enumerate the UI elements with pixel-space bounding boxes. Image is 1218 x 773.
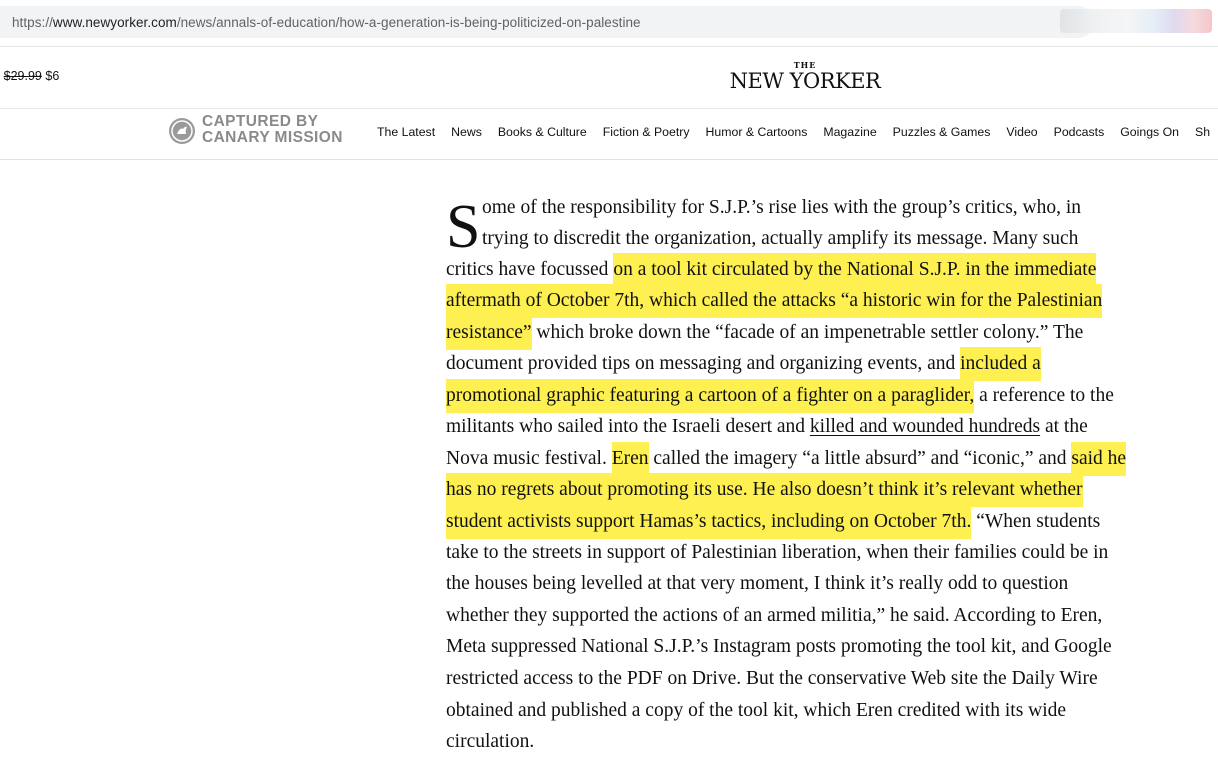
article-line-7	[446, 380, 1114, 412]
nav-item-shop[interactable]: Sh	[1195, 125, 1211, 139]
nav-item-fiction-poetry[interactable]: Fiction & Poetry	[602, 125, 690, 139]
url-text[interactable]	[12, 15, 641, 30]
site-header	[0, 46, 1218, 109]
promo-new-price: $6	[45, 69, 60, 83]
text-segment: document provided tips on messaging and organizing events, and	[446, 353, 961, 374]
article-line-3	[446, 254, 1096, 286]
article-line-5	[446, 317, 1083, 349]
logo-the: THE	[793, 60, 817, 70]
article-line-6	[446, 348, 1041, 380]
browser-toolbar	[0, 0, 1218, 46]
url-path: /news/annals-of-education/how-a-generation-is-being-politicized-on-palestine	[176, 15, 641, 30]
url-prefix: https://	[12, 15, 53, 30]
article-line-18: circulation.	[446, 731, 535, 752]
nav-item-video[interactable]: Video	[1006, 125, 1038, 139]
text-segment: militants who sailed into the Israeli desert and	[446, 416, 810, 437]
logo-main: NEW YORKER	[729, 69, 881, 93]
text-segment: a reference to the	[974, 385, 1114, 406]
article-line-9	[446, 443, 1126, 475]
nav-item-the-latest[interactable]: The Latest	[377, 125, 436, 139]
site-logo[interactable]	[730, 61, 881, 92]
highlighted-text: said he	[1071, 442, 1126, 476]
article-line-8	[446, 411, 1088, 443]
article-link-killed-and-wounded[interactable]: killed and wounded hundreds	[809, 416, 1041, 437]
nav-item-news[interactable]: News	[451, 125, 482, 139]
highlighted-text: aftermath of October 7th, which called the attacks “a historic win for the Palestinian	[446, 284, 1102, 318]
nav-item-humor-cartoons[interactable]: Humor & Cartoons	[705, 125, 808, 139]
watermark-line1: CAPTURED BY	[202, 113, 319, 130]
highlighted-text: promotional graphic featuring a cartoon of a fighter on a paraglider,	[446, 379, 974, 413]
nav-item-goings-on[interactable]: Goings On	[1120, 125, 1180, 139]
canary-bird-icon	[169, 118, 195, 144]
watermark-line2: CANARY MISSION	[202, 129, 343, 146]
nav-item-magazine[interactable]: Magazine	[823, 125, 877, 139]
highlighted-text: Eren	[612, 442, 649, 476]
promo-old-price: $29.99	[3, 69, 42, 83]
article-line-15: Meta suppressed National S.J.P.’s Instagram posts promoting the tool kit, and Google	[446, 636, 1112, 657]
article-line-11	[446, 506, 1100, 538]
article-line-10	[446, 474, 1083, 506]
highlighted-text: has no regrets about promoting its use. He also doesn’t think it’s relevant whether	[446, 473, 1083, 507]
article-line-2: trying to discredit the organization, actually amplify its message. Many such	[482, 228, 1079, 249]
text-segment: which broke down the “facade of an impenetrable settler colony.” The	[531, 322, 1084, 343]
text-segment: Nova music festival.	[446, 448, 612, 469]
nav-item-podcasts[interactable]: Podcasts	[1053, 125, 1105, 139]
highlighted-text: included a	[960, 347, 1041, 381]
canary-mission-watermark	[160, 110, 348, 156]
article-line-14: whether they supported the actions of an armed militia,” he said. According to Eren,	[446, 605, 1103, 626]
article-line-1: ome of the responsibility for S.J.P.’s rise lies with the group’s critics, who, in	[482, 197, 1082, 218]
main-nav	[0, 108, 1218, 160]
text-segment: at the	[1040, 416, 1088, 437]
drop-cap: S	[446, 193, 481, 261]
article-line-12: take to the streets in support of Palestinian liberation, when their families could be in	[446, 542, 1109, 563]
text-segment: called the imagery “a little absurd” and “iconic,” and	[648, 448, 1072, 469]
highlighted-text: student activists support Hamas’s tactics, including on October 7th.	[446, 505, 971, 539]
url-domain: www.newyorker.com	[52, 15, 177, 30]
article-line-4	[446, 285, 1102, 317]
highlighted-text: on a tool kit circulated by the National S.J.P. in the immediate	[613, 253, 1096, 287]
watermark-text	[202, 114, 343, 146]
article-line-13: the houses being levelled at that very moment, I think it’s really odd to question	[446, 573, 1069, 594]
nav-items	[377, 125, 1218, 139]
text-segment: critics have focussed	[446, 259, 614, 280]
highlighted-text: resistance”	[446, 316, 532, 350]
nav-item-puzzles-games[interactable]: Puzzles & Games	[892, 125, 991, 139]
extension-icons-blurred	[1060, 9, 1212, 33]
article-line-16: restricted access to the PDF on Drive. But the conservative Web site the Daily Wire	[446, 668, 1098, 689]
article-line-17: obtained and published a copy of the tool kit, which Eren credited with its wide	[446, 700, 1067, 721]
site-logo-row	[0, 61, 1218, 92]
text-segment: “When students	[971, 511, 1101, 532]
nav-item-books-culture[interactable]: Books & Culture	[497, 125, 587, 139]
